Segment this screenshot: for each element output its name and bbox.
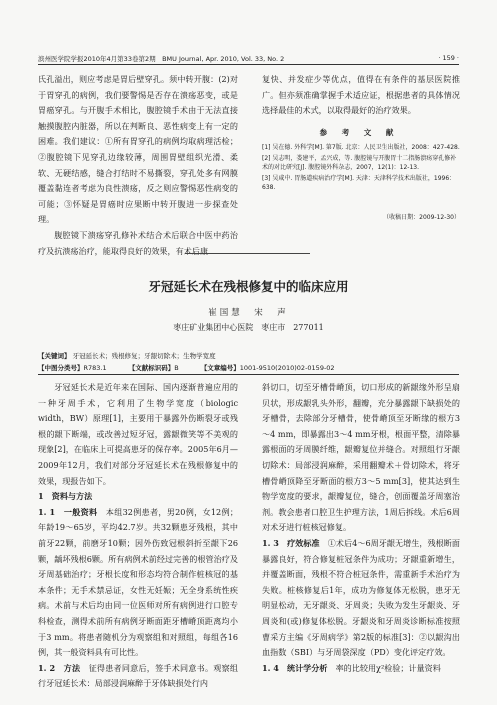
running-header: [38, 54, 459, 63]
clc-value: R783.1: [83, 364, 107, 372]
article-no-label: 【文章编号】: [200, 364, 240, 372]
intro-paragraph: 牙冠延长术是近年来在国际、国内逐渐普遍应用的一种牙周手术，它利用了生物学宽度（biologic width，BW）原理[1]，主要用于暴露外伤断裂牙或残根的龈下断端，或改善过短牙冠，露龈微笑等不美观的现象[2]，在临床上可提高患牙的保存率。2005年6月—2009年12月，我们对部分牙冠延长术在残根修复中的效果，现报告如下。: [38, 382, 238, 486]
journal-citation: 滨州医学院学报2010年4月第33卷第2期 BMU Journal, Apr. 2010, Vol. 33, No. 2: [38, 55, 285, 63]
section-paragraph: [38, 505, 238, 661]
subsection-text: 本组32例患者，男20例，女12例；年龄19～65岁，平均42.7岁。共32颗患牙残根，其中前牙22颗，前磨牙10颗；因外伤致冠根斜折至龈下26颗，龋坏残根6颗。所有病例术前经过完善的根管治疗及牙周基础治疗；牙根长度和形态均符合制作桩核冠的基本条件；无手术禁忌证，女性无妊娠；无全身系统性疾病。术前与术后均由同一位医师对所有病例进行口腔专科检查，测得术前所有病例牙断面距牙槽嵴顶距离均小于3 mm。将患者随机分为观察组和对照组，每组各16例，其一般资料具有可比性。: [38, 506, 238, 658]
body-left-column: [38, 380, 238, 692]
section-heading: 1 资料与方法: [38, 491, 93, 502]
references-list: [262, 143, 460, 194]
prev-article-right-column: [262, 72, 460, 119]
subsection-heading: 1. 4 统计学分析: [262, 662, 328, 673]
page-number: · 159 ·: [438, 54, 459, 62]
article-separator: [185, 253, 310, 254]
section-paragraph: [262, 661, 460, 677]
doc-code-label: 【文献标识码】: [128, 364, 175, 372]
article-authors: 崔国慧 宋 声: [208, 308, 289, 318]
section-paragraph: [262, 536, 460, 661]
doc-code-value: B: [174, 364, 179, 372]
reference-item: [2] 吴志明，娄建平，孟兴成，等. 腹腔镜与开腹胃十二指肠溃疡穿孔修补术的对比研究[J]. 腹腔镜外科杂志，2007，12(1)：12-13.: [262, 154, 457, 172]
section-paragraph: [38, 661, 238, 692]
subsection-text: 率的比较用χ²检验；计量资料: [335, 662, 441, 673]
prev-paragraph: 腹腔镜下溃疡穿孔修补术结合术后联合中医中药治疗及抗溃疡治疗，能取得良好的效果，有术后康: [38, 229, 238, 256]
subsection-heading: 1. 3 疗效标准: [262, 537, 320, 548]
classification-line: [38, 363, 459, 372]
references-title: 参 考 文 献: [319, 128, 400, 137]
header-rule: [38, 64, 459, 65]
article-title: 牙冠延长术在残根修复中的临床应用: [148, 279, 349, 294]
keywords-label: 【关键词】: [38, 352, 71, 360]
meta-rule: [38, 374, 459, 375]
prev-paragraph: 氏孔溢出，则应考虑是胃后壁穿孔。须中转开腹：(2)对于胃穿孔的病例，我们要警惕是否存在溃疡恶变，或是胃癌穿孔。与开腹手术相比，腹腔镜手术由于无法直接触摸腹腔内脏器，所以在判断良、恶性病变上有一定的困难。我们建议：①所有胃穿孔的病例均取病理活检；②腹腔镜下见穿孔边缘较薄，周围胃壁组织光滑、柔软、无硬结感，缝合打结时不易撕裂，穿孔处多有网膜覆盖黏连者考虑为良性溃疡，反之则应警惕恶性病变的可能；③怀疑是胃癌时应果断中转开腹进一步探查处理。: [38, 74, 238, 225]
reference-item: [3] 吴咸中. 胃肠道疾病治疗学[M]. 天津：天津科学技术出版社，1996：638.: [262, 174, 456, 192]
keywords-line: [38, 351, 459, 360]
subsection-heading: 1. 1 一般资料: [38, 506, 98, 517]
subsection-text: ①术后4～6周牙龈无增生，残根断面暴露良好，符合修复桩冠条件为成功；牙龈重新增生，并覆盖断面，残根不符合桩冠条件，需重新手术治疗为失败。桩核修复后1年，成功为修复体无松脱，患牙无明显松动，无牙龈炎、牙周炎；失败为发生牙龈炎、牙周炎和(或)修复体松脱。牙龈炎和牙周炎诊断标准按照曹采方主编《牙周病学》第2版的标准[3]：②以龈沟出血指数（SBI）与牙周袋深度（PD）变化评定疗效。: [262, 537, 460, 658]
subsection-text: 征得患者同意后，签手术同意书。观察组行牙冠延长术：局部浸润麻醉于牙体缺损处行内: [38, 662, 238, 689]
method-paragraph: 斜切口，切至牙槽骨嵴顶，切口形成的新龈缘外形呈扇贝状，形成龈乳头外形，翻瓣，充分暴露龈下缺损处的牙槽骨，去除部分牙槽骨，使骨嵴顶至牙断缘的根方3～4 mm，即暴露出3～4 mm牙根，根面平整，清除暴露根面的牙周膜纤维，龈瓣复位并缝合。对照组行牙龈切除术：局部浸润麻醉，采用翻瓣术＋骨切除术，将牙槽骨嵴顶降至牙断面的根方3～5 mm[3]，使其达到生物学宽度的要求，龈瓣复位，缝合，创面覆盖牙周塞治剂。教会患者口腔卫生护理方法，1周后拆线。术后6周对术牙进行桩核冠修复。: [262, 382, 460, 533]
subsection-heading: 1. 2 方法: [38, 662, 81, 673]
prev-paragraph: 复快、并发症少等优点，值得在有条件的基层医院推广。但亦须准确掌握手术适应证，根据患者的具体情况选择最佳的术式，以取得最好的治疗效果。: [262, 74, 460, 116]
reference-item: [1] 吴在德. 外科学[M]. 第7版. 北京：人民卫生出版社，2008：427-428.: [262, 144, 460, 151]
clc-label: 【中图分类号】: [38, 364, 84, 372]
received-date: （收稿日期：2009-12-30）: [383, 214, 460, 221]
article-no-value: 1001-9510(2010)02-0159-02: [239, 364, 335, 372]
prev-article-left-column: [38, 72, 238, 259]
article-affiliation: 枣庄矿业集团中心医院 枣庄市 277011: [173, 323, 324, 332]
keywords: 牙冠延长术；残根修复；牙龈切除术；生物学宽度: [72, 352, 216, 360]
body-right-column: [262, 380, 460, 676]
